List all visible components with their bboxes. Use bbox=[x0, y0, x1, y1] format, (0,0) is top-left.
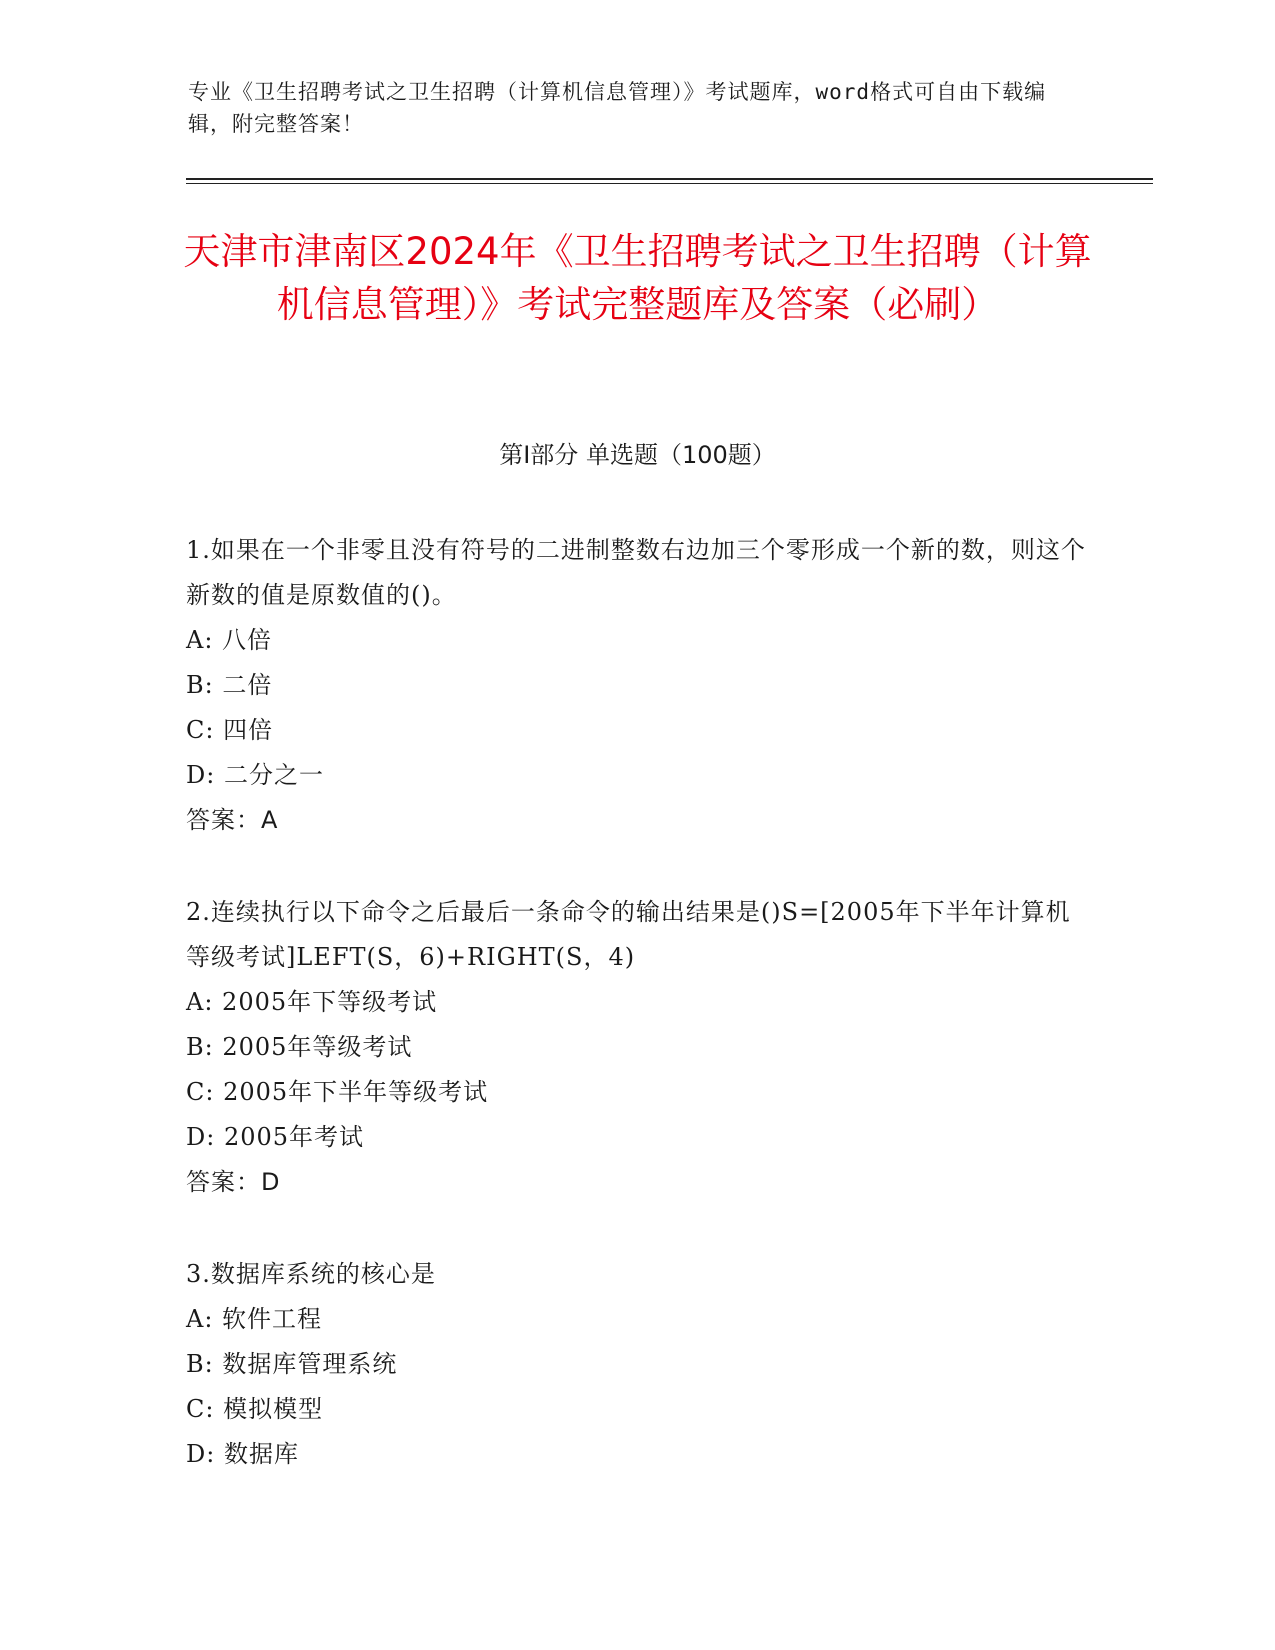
option-d: D: 二分之一 bbox=[186, 761, 324, 789]
question-spacer bbox=[186, 1205, 1086, 1252]
header-note: 专业《卫生招聘考试之卫生招聘（计算机信息管理）》考试题库，word格式可自由下载编辑，附完整答案！ bbox=[188, 80, 1047, 136]
header-rule-thick bbox=[186, 178, 1153, 180]
question-stem: 2.连续执行以下命令之后最后一条命令的输出结果是()S=[2005年下半年计算机等级考试]LEFT(S，6)+RIGHT(S，4) bbox=[186, 898, 1071, 971]
answer: 答案：A bbox=[186, 806, 279, 834]
question-3 bbox=[186, 1252, 1086, 1477]
option-b: B: 数据库管理系统 bbox=[186, 1350, 398, 1378]
option-d: D: 数据库 bbox=[186, 1440, 299, 1468]
section-title: 第Ⅰ部分 单选题（100题） bbox=[499, 441, 776, 469]
option-b: B: 2005年等级考试 bbox=[186, 1033, 413, 1061]
option-a: A: 2005年下等级考试 bbox=[186, 988, 438, 1016]
document-title: 天津市津南区2024年《卫生招聘考试之卫生招聘（计算机信息管理）》考试完整题库及答案（必刷） bbox=[183, 230, 1092, 326]
question-1 bbox=[186, 528, 1086, 843]
option-d: D: 2005年考试 bbox=[186, 1123, 365, 1151]
question-2 bbox=[186, 890, 1086, 1205]
question-stem: 3.数据库系统的核心是 bbox=[186, 1260, 436, 1288]
option-c: C: 模拟模型 bbox=[186, 1395, 324, 1423]
option-a: A: 软件工程 bbox=[186, 1305, 323, 1333]
option-c: C: 四倍 bbox=[186, 716, 274, 744]
option-a: A: 八倍 bbox=[186, 626, 273, 654]
option-b: B: 二倍 bbox=[186, 671, 273, 699]
question-spacer bbox=[186, 843, 1086, 890]
option-c: C: 2005年下半年等级考试 bbox=[186, 1078, 489, 1106]
header-rule-thin bbox=[186, 183, 1153, 184]
answer: 答案：D bbox=[186, 1168, 281, 1196]
question-list bbox=[186, 528, 1086, 1477]
question-stem: 1.如果在一个非零且没有符号的二进制整数右边加三个零形成一个新的数，则这个新数的值是原数值的()。 bbox=[186, 536, 1086, 609]
